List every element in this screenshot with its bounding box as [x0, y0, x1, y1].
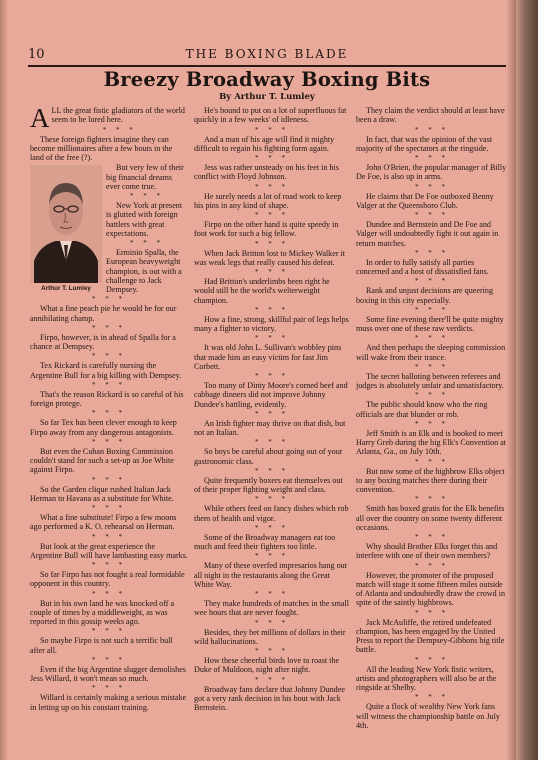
section-divider-stars: * * *	[415, 608, 449, 617]
section-divider-stars: * * *	[92, 352, 126, 361]
section-divider-stars: * * *	[415, 125, 449, 134]
section-divider-stars: * * *	[92, 295, 126, 304]
article-paragraph: New York at present is glutted with foreign battlers with great expectations.	[106, 201, 183, 238]
section-divider-stars: * * *	[255, 409, 289, 418]
section-divider-stars: * * *	[255, 334, 289, 343]
article-paragraph: Many of these overfed impresarios hang out all night in the restaurants along the Great White Way.	[194, 561, 347, 589]
article-paragraph: What a fine peach pie he would be for our annihilating champ.	[30, 304, 177, 323]
article-paragraph: In fact, that was the opinion of the vast majority of the spectators at the ringside.	[356, 134, 493, 153]
section-divider-stars: * * *	[255, 438, 289, 447]
section-divider-stars: * * *	[92, 380, 126, 389]
article-column-1	[30, 103, 188, 713]
article-paragraph: The public should know who the ring officials are that blunder or rob.	[356, 400, 488, 419]
section-divider-stars: * * *	[255, 552, 289, 561]
article-paragraph: Erminio Spalla, the European heavyweight champion, is out with a challenge to Jack Dempsey.	[106, 248, 182, 294]
article-byline: By Arthur T. Lumley	[219, 92, 315, 102]
section-divider-stars: * * *	[255, 675, 289, 684]
section-divider-stars: * * *	[255, 239, 289, 248]
article-paragraph: He surely needs a lot of road work to keep his pins in any kind of shape.	[194, 191, 342, 210]
section-divider-stars: * * *	[92, 475, 126, 484]
article-paragraph: These foreign fighters imagine they can become millionaires after a few bouts in the land of the free (?).	[30, 134, 173, 162]
article-paragraph: They make hundreds of matches in the small wee hours that are never fought.	[194, 599, 349, 618]
section-divider-stars: * * *	[415, 334, 449, 343]
section-divider-stars: * * *	[255, 523, 289, 532]
section-divider-stars: * * *	[102, 125, 137, 134]
article-paragraph: The secret balloting between referees and judges is absolutely unfair and unsatisfactory.	[356, 371, 504, 390]
article-paragraph: In order to fully satisfy all parties concerned and a host of dissatisfied fans.	[356, 257, 489, 276]
section-divider-stars: * * *	[92, 655, 126, 664]
article-paragraph: Besides, they bet millions of dollars in their wild hallucinations.	[194, 627, 346, 646]
section-divider-stars: * * *	[92, 627, 126, 636]
section-divider-stars: * * *	[255, 372, 289, 380]
section-divider-stars: * * *	[255, 154, 289, 162]
article-paragraph: Firpo, however, is in ahead of Spalla for a chance at Dempsey.	[30, 332, 176, 351]
article-paragraph: But even the Cuban Boxing Commission couldn't stand for such a set-up as Joe White against Firpo.	[30, 446, 174, 475]
header-rule	[28, 65, 506, 67]
section-divider-stars: * * *	[130, 239, 164, 247]
article-paragraph: So far Tex has been clever enough to keep Firpo away from any dangerous antagonists.	[30, 418, 177, 437]
page-left-edge	[0, 0, 8, 760]
section-divider-stars: * * *	[255, 466, 289, 475]
section-divider-stars: * * *	[92, 409, 126, 418]
article-paragraph: That's the reason Rickard is so careful of his foreign protege.	[30, 389, 184, 408]
article-paragraph: Some fine evening there'll be quite mighty muss over one of these raw verdicts.	[356, 314, 504, 333]
section-divider-stars: * * *	[415, 419, 449, 428]
section-divider-stars: * * *	[415, 248, 449, 257]
article-paragraph: When Jack Britton lost to Mickey Walker it was weak legs that really caused his defeat.	[194, 248, 346, 267]
article-paragraph: Dundee and Bernstein and De Foe and Valger will undoubtedly fight it out again in return matches.	[356, 220, 499, 248]
article-paragraph: All the leading New York fistic writers, artists and photographers will also be at the ringside at Shelby.	[356, 664, 497, 692]
article-paragraph: Tex Rickard is carefully nursing the Argentine Bull for a big killing with Dempsey.	[30, 361, 182, 380]
article-paragraph: So boys be careful about going out of your gastronomic class.	[194, 447, 343, 466]
section-divider-stars: * * *	[415, 182, 449, 191]
article-paragraph: Some of the Broadway managers eat too much and feed their fighters too little.	[194, 532, 336, 551]
section-divider-stars: * * *	[415, 495, 449, 504]
section-divider-stars: * * *	[92, 532, 126, 541]
section-divider-stars: * * *	[415, 561, 449, 570]
article-paragraph: Quite frequently boxers eat themselves out of their proper fighting weight and class.	[194, 475, 343, 494]
section-divider-stars: * * *	[415, 277, 449, 286]
portrait-photo	[30, 165, 102, 283]
article-paragraph: Even if the big Argentine slugger demolishes Jess Willard, it won't mean so much.	[30, 664, 186, 683]
article-paragraph: He's bound to put on a lot of superfluous fat quickly in a few weeks' of idleness.	[194, 106, 347, 125]
article-paragraph: Too many of Dinty Moore's corned beef and cabbage dinners did not improve Johnny Dundee's battling, evidently.	[194, 381, 348, 409]
section-divider-stars: * * *	[92, 504, 126, 512]
article-column-2	[194, 106, 350, 713]
article-paragraph: What a fine substitute! Firpo a few moons ago performed a K. O. rehearsal on Herman.	[30, 513, 177, 532]
section-divider-stars: * * *	[255, 268, 289, 276]
article-paragraph: And then perhaps the sleeping commission will wake from their trance.	[356, 343, 506, 362]
article-paragraph: Willard is certainly making a serious mistake in letting up on his constant training.	[30, 693, 187, 712]
article-paragraph: So maybe Firpo is not such a terrific bull after all.	[30, 636, 173, 655]
article-paragraph: Rank and unjust decisions are queering boxing in this city especially.	[356, 286, 493, 305]
section-divider-stars: * * *	[92, 684, 126, 693]
section-divider-stars: * * *	[415, 693, 449, 702]
portrait-caption: Arthur T. Lumley	[41, 285, 91, 292]
article-paragraph: Broadway fans declare that Johnny Dundee got a very rank decision in his bout with Jack Bernstein.	[194, 684, 345, 712]
section-divider-stars: * * *	[130, 192, 164, 200]
article-headline: Breezy Broadway Boxing Bits	[103, 68, 431, 91]
article-paragraph: But look at the great experience the Argentine Bull will have lambasting easy marks.	[30, 541, 188, 560]
article-paragraph: Jeff Smith is an Elk and is booked to meet Harry Greb during the big Elk's Convention at Atlanta, Ga., on July 10th.	[356, 428, 507, 457]
article-paragraph: Firpo on the other hand is quite speedy in foot work for such a big fellow.	[194, 220, 339, 239]
section-divider-stars: * * *	[415, 457, 449, 466]
article-paragraph: They claim the verdict should at least have been a draw.	[356, 106, 505, 125]
section-divider-stars: * * *	[255, 125, 289, 134]
article-paragraph: Smith has boxed gratis for the Elk benefits all over the country on some twenty different occasions.	[356, 504, 505, 532]
article-paragraph: So far Firpo has not fought a real formidable opponent in this country.	[30, 570, 185, 589]
article-paragraph: He claims that De Foe outboxed Benny Valger at the Queensboro Club.	[356, 191, 494, 210]
article-paragraph: And a man of his age will find it mighty difficult to regain his fighting form again.	[194, 134, 335, 153]
section-divider-stars: * * *	[255, 182, 289, 191]
drop-cap: A	[30, 103, 50, 133]
article-paragraph: But now some of the highbrow Elks object to any boxing matches there during their convention.	[356, 466, 505, 494]
section-divider-stars: * * *	[92, 323, 126, 332]
article-paragraph: Jess was rather unsteady on his feet in his conflict with Floyd Johnson.	[194, 163, 339, 182]
article-paragraph: While others feed on fancy dishes which rob them of health and vigor.	[194, 504, 349, 523]
article-paragraph: Why should Brother Elks forget this and interfere with one of their own members?	[356, 542, 498, 561]
section-divider-stars: * * *	[415, 655, 449, 664]
section-divider-stars: * * *	[255, 590, 289, 598]
section-divider-stars: * * *	[92, 589, 126, 598]
article-paragraph: It was old John L. Sullivan's wobbley pins that made him an easy victim for fast Jim Corbett.	[194, 343, 342, 371]
running-header	[28, 47, 506, 65]
article-paragraph: However, the promoter of the proposed match will stage it some fifteen miles outside of Atlanta and undoubtedly draw the crowd in spite of the saintly highbrows.	[356, 570, 506, 608]
section-divider-stars: * * *	[255, 305, 289, 314]
section-divider-stars: * * *	[415, 533, 449, 541]
author-portrait	[30, 165, 102, 293]
section-divider-stars: * * *	[415, 211, 449, 219]
adjacent-page-edge	[516, 0, 538, 760]
section-divider-stars: * * *	[415, 391, 449, 400]
article-paragraph: An Irish fighter may thrive on that dish, but not an Italian.	[194, 418, 346, 437]
section-divider-stars: * * *	[92, 437, 126, 446]
section-divider-stars: * * *	[255, 495, 289, 504]
article-paragraph: Quite a flock of wealthy New York fans will witness the championship battle on July 4th.	[356, 702, 500, 730]
article-paragraph: So the Garden clique rushed Italian Jack Herman to Havana as a substitute for White.	[30, 484, 174, 503]
article-column-3	[356, 106, 508, 731]
article-paragraph: John O'Brien, the popular manager of Billy De Foe, is also up in arms.	[356, 163, 507, 182]
section-divider-stars: * * *	[255, 211, 289, 219]
section-divider-stars: * * *	[92, 561, 126, 569]
magazine-title: THE BOXING BLADE	[185, 47, 349, 61]
article-paragraph: How a fine, strong, skillful pair of legs helps many a fighter to victory.	[194, 314, 349, 333]
paragraph-text: LL the great fistic gladiators of the world seem to be lured here.	[51, 106, 185, 125]
article-paragraph	[30, 103, 188, 133]
article-paragraph: How these cheerful birds love to roast the Duke of Muldoon, night after night.	[194, 656, 340, 675]
section-divider-stars: * * *	[255, 647, 289, 655]
article-paragraph: Had Britton's underlimbs been right he would still be the world's welterweight champion.	[194, 277, 330, 305]
section-divider-stars: * * *	[415, 154, 449, 162]
article-paragraph: Jack McAuliffe, the retired undefeated champion, has been engaged by the United Press to report the Dempsey-Gibbons big title battle.	[356, 617, 505, 655]
article-paragraph: But very few of their big financial dreams ever come true.	[106, 163, 184, 191]
section-divider-stars: * * *	[255, 618, 289, 627]
section-divider-stars: * * *	[415, 305, 449, 314]
article-paragraph: But in his own land he was knocked off a couple of times by a middleweight, as was reported in this gossip weeks ago.	[30, 598, 175, 626]
section-divider-stars: * * *	[415, 362, 449, 371]
page-number: 10	[28, 47, 45, 62]
